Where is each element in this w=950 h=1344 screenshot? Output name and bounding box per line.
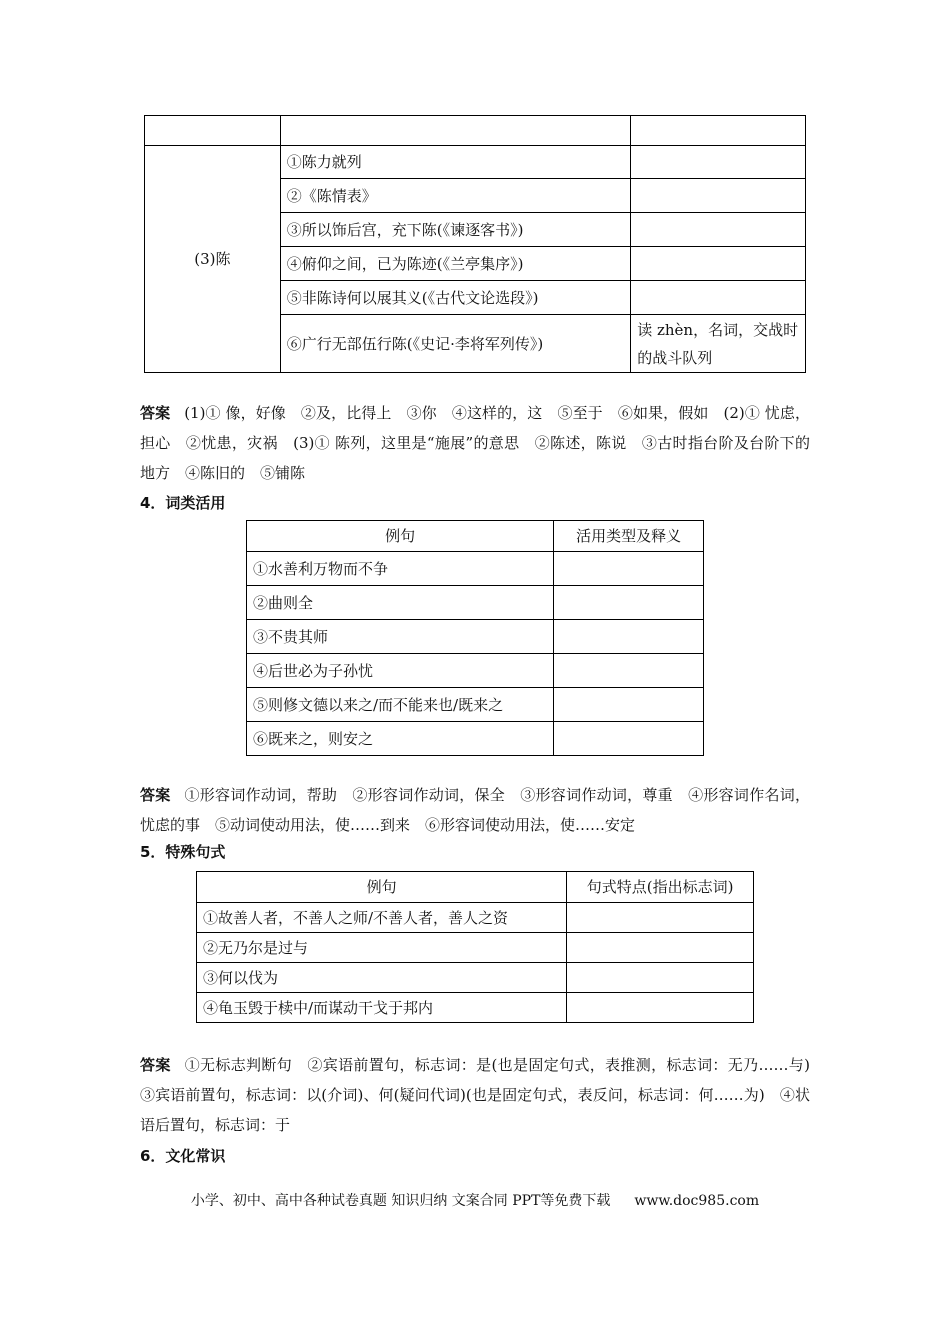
column-header: 例句 — [197, 872, 567, 903]
table-row — [247, 688, 704, 722]
footer-text: 小学、初中、高中各种试卷真题 知识归纳 文案合同 PPT等免费下载 — [190, 1193, 611, 1209]
table-header-row — [197, 872, 754, 903]
answer-block — [140, 398, 810, 488]
chen-table — [144, 115, 806, 373]
table-row — [145, 116, 806, 146]
table-row — [197, 993, 754, 1023]
example-sentence: ①陈力就列 — [280, 146, 630, 179]
table-row — [197, 933, 754, 963]
example-sentence: ⑤则修文德以来之/而不能来也/既来之 — [247, 688, 554, 722]
answer-text: ①形容词作动词，帮助 ②形容词作动词，保全 ③形容词作动词，尊重 ④形容词作名词，忧虑的事 ⑤动词使动用法，使……到来 ⑥形容词使动用法，使……安定 — [140, 786, 810, 834]
table-row — [197, 903, 754, 933]
example-sentence: ②《陈情表》 — [280, 179, 630, 213]
example-sentence: ⑥广行无部伍行陈(《史记·李将军列传》) — [280, 315, 630, 373]
answer-text: (1)① 像，好像 ②及，比得上 ③你 ④这样的，这 ⑤至于 ⑥如果，假如 (2)① 忧虑，担心 ②忧患，灾祸 (3)① 陈列，这里是“施展”的意思 ②陈述，陈说 ③古时指台阶及台阶下的地方 ④陈旧的 ⑤铺陈 — [140, 404, 810, 482]
example-sentence: ①故善人者，不善人之师/不善人者，善人之资 — [197, 903, 567, 933]
sentence-pattern-table — [196, 871, 754, 1023]
word-usage-table — [246, 520, 704, 756]
answer-label: 答案 — [140, 1056, 171, 1074]
table-row — [247, 654, 704, 688]
footer-link[interactable]: www.doc985.com — [634, 1193, 760, 1209]
example-sentence: ④后世必为子孙忧 — [247, 654, 554, 688]
answer-text: ①无标志判断句 ②宾语前置句，标志词：是(也是固定句式，表推测，标志词：无乃……与) ③宾语前置句，标志词：以(介词)、何(疑问代词)(也是固定句式，表反问，标志词：何……为) ④状语后置句，标志词：于 — [140, 1056, 825, 1134]
table-row — [247, 722, 704, 756]
table-row — [247, 620, 704, 654]
example-sentence: ③所以饰后宫，充下陈(《谏逐客书》) — [280, 213, 630, 247]
column-header: 活用类型及释义 — [554, 521, 704, 552]
explanation-cell — [631, 213, 806, 247]
table-header-row — [247, 521, 704, 552]
table-row — [247, 552, 704, 586]
section-heading: 5．特殊句式 — [140, 843, 226, 861]
example-sentence: ③不贵其师 — [247, 620, 554, 654]
column-header: 例句 — [247, 521, 554, 552]
example-sentence: ⑤非陈诗何以展其义(《古代文论选段》) — [280, 281, 630, 315]
answer-block — [140, 1050, 825, 1140]
example-sentence: ④龟玉毁于椟中/而谋动干戈于邦内 — [197, 993, 567, 1023]
section-heading: 4．词类活用 — [140, 494, 226, 512]
explanation-cell — [631, 179, 806, 213]
example-sentence: ④俯仰之间，已为陈迹(《兰亭集序》) — [280, 247, 630, 281]
entry-label: (3)陈 — [145, 146, 281, 373]
table-row — [247, 586, 704, 620]
answer-label: 答案 — [140, 404, 171, 422]
section-heading: 6．文化常识 — [140, 1147, 226, 1165]
explanation-cell — [631, 247, 806, 281]
table-row — [197, 963, 754, 993]
table-row — [145, 146, 806, 179]
answer-label: 答案 — [140, 786, 171, 804]
example-sentence: ①水善利万物而不争 — [247, 552, 554, 586]
page-footer — [0, 1190, 950, 1210]
column-header: 句式特点(指出标志词) — [567, 872, 754, 903]
answer-block — [140, 780, 810, 840]
example-sentence: ②曲则全 — [247, 586, 554, 620]
example-sentence: ②无乃尔是过与 — [197, 933, 567, 963]
example-sentence: ③何以伐为 — [197, 963, 567, 993]
example-sentence: ⑥既来之，则安之 — [247, 722, 554, 756]
explanation-cell — [631, 146, 806, 179]
explanation-cell: 读 zhèn，名词，交战时的战斗队列 — [631, 315, 806, 373]
explanation-cell — [631, 281, 806, 315]
